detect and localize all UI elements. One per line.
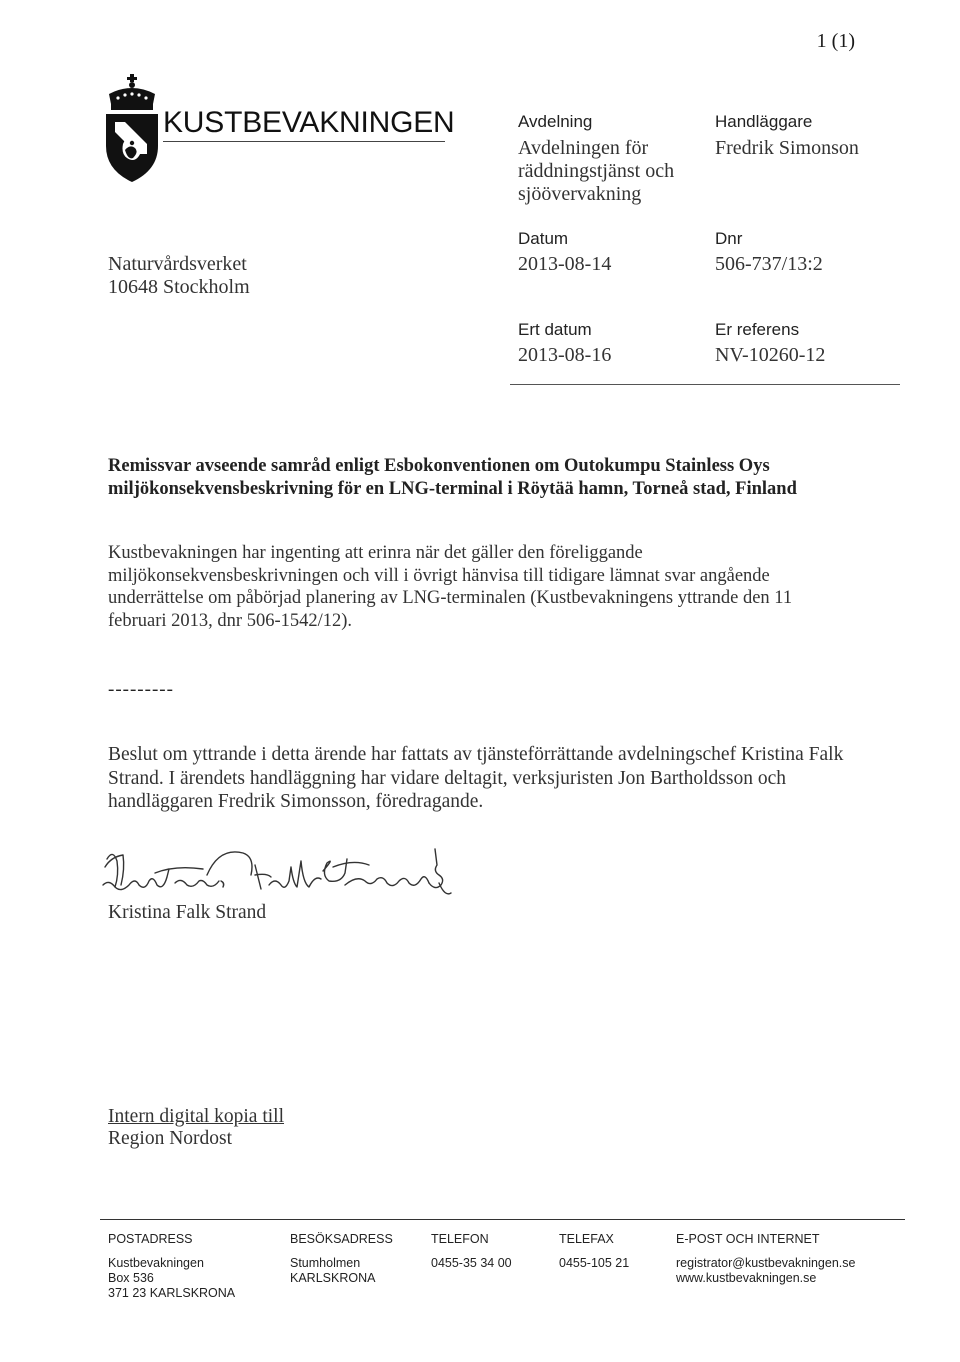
their-reference-value: NV-10260-12 bbox=[715, 344, 826, 366]
body-line: februari 2013, dnr 506-1542/12). bbox=[108, 610, 353, 631]
department-value bbox=[518, 137, 674, 206]
header-divider bbox=[510, 384, 900, 385]
footer-contact-links bbox=[676, 1256, 855, 1286]
separator-dashes: --------- bbox=[108, 679, 174, 700]
coat-of-arms-icon bbox=[103, 74, 161, 184]
footer-visit-heading: BESÖKSADRESS bbox=[290, 1232, 393, 1246]
footer-postal-heading: POSTADRESS bbox=[108, 1232, 193, 1246]
footer-website-link[interactable]: www.kustbevakningen.se bbox=[676, 1271, 817, 1285]
body-line: Beslut om yttrande i detta ärende har fattats av tjänsteförrättande avdelningschef Kristina Falk bbox=[108, 744, 844, 765]
recipient-city: 10648 Stockholm bbox=[108, 276, 250, 298]
body-line: handläggaren Fredrik Simonsson, föredragande. bbox=[108, 791, 484, 812]
department-line: Avdelningen för bbox=[518, 137, 649, 159]
logo-underline bbox=[163, 141, 445, 142]
department-line: sjöövervakning bbox=[518, 183, 642, 205]
their-date-value: 2013-08-16 bbox=[518, 344, 612, 366]
date-value: 2013-08-14 bbox=[518, 253, 612, 275]
footer-postal-address bbox=[108, 1256, 235, 1301]
footer-visit-line: Stumholmen bbox=[290, 1256, 361, 1270]
date-label: Datum bbox=[518, 229, 569, 248]
body-line: Strand. I ärendets handläggning har vidare deltagit, verksjuristen Jon Bartholdsson och bbox=[108, 767, 787, 789]
page-number: 1 (1) bbox=[816, 30, 855, 52]
body-line: Kustbevakningen har ingenting att erinra när det gäller den föreliggande bbox=[108, 543, 643, 563]
logo-wordmark: KUSTBEVAKNINGEN bbox=[163, 106, 455, 139]
footer-visit-line: KARLSKRONA bbox=[290, 1271, 376, 1285]
footer-postal-line: 371 23 KARLSKRONA bbox=[108, 1286, 236, 1300]
footer-visit-address bbox=[290, 1256, 375, 1286]
handler-label: Handläggare bbox=[715, 112, 813, 131]
footer-postal-line: Box 536 bbox=[108, 1271, 154, 1285]
signer-name: Kristina Falk Strand bbox=[108, 902, 267, 923]
recipient-address bbox=[108, 253, 250, 299]
their-reference-label: Er referens bbox=[715, 320, 800, 339]
recipient-name: Naturvårdsverket bbox=[108, 253, 247, 275]
department-line: räddningstjänst och bbox=[518, 160, 675, 182]
copy-recipient: Region Nordost bbox=[108, 1128, 233, 1149]
footer-email-link[interactable]: registrator@kustbevakningen.se bbox=[676, 1256, 856, 1270]
dnr-label: Dnr bbox=[715, 229, 743, 248]
footer-email-heading: E-POST OCH INTERNET bbox=[676, 1232, 820, 1246]
subject-line: Remissvar avseende samråd enligt Esbokonventionen om Outokumpu Stainless Oys bbox=[108, 456, 770, 476]
copy-heading: Intern digital kopia till bbox=[108, 1106, 285, 1127]
footer-phone-heading: TELEFON bbox=[431, 1232, 489, 1246]
body-paragraph-2 bbox=[108, 743, 868, 814]
footer-postal-line: Kustbevakningen bbox=[108, 1256, 204, 1270]
handler-value: Fredrik Simonson bbox=[715, 137, 859, 159]
department-label: Avdelning bbox=[518, 112, 593, 131]
body-paragraph-1 bbox=[108, 542, 868, 632]
subject-line: miljökonsekvensbeskrivning för en LNG-terminal i Röytää hamn, Torneå stad, Finland bbox=[108, 479, 797, 499]
footer-divider bbox=[100, 1219, 905, 1220]
body-line: miljökonsekvensbeskrivningen och vill i övrigt hänvisa till tidigare lämnat svar angående bbox=[108, 565, 770, 586]
their-date-label: Ert datum bbox=[518, 320, 592, 339]
body-line: underrättelse om påbörjad planering av LNG-terminalen (Kustbevakningens yttrande den 11 bbox=[108, 588, 793, 608]
subject-heading bbox=[108, 455, 868, 501]
handwritten-signature bbox=[95, 835, 455, 905]
footer-fax-heading: TELEFAX bbox=[559, 1232, 614, 1246]
footer-fax-number: 0455-105 21 bbox=[559, 1256, 630, 1270]
footer-phone-number: 0455-35 34 00 bbox=[431, 1256, 512, 1270]
dnr-value: 506-737/13:2 bbox=[715, 253, 823, 275]
